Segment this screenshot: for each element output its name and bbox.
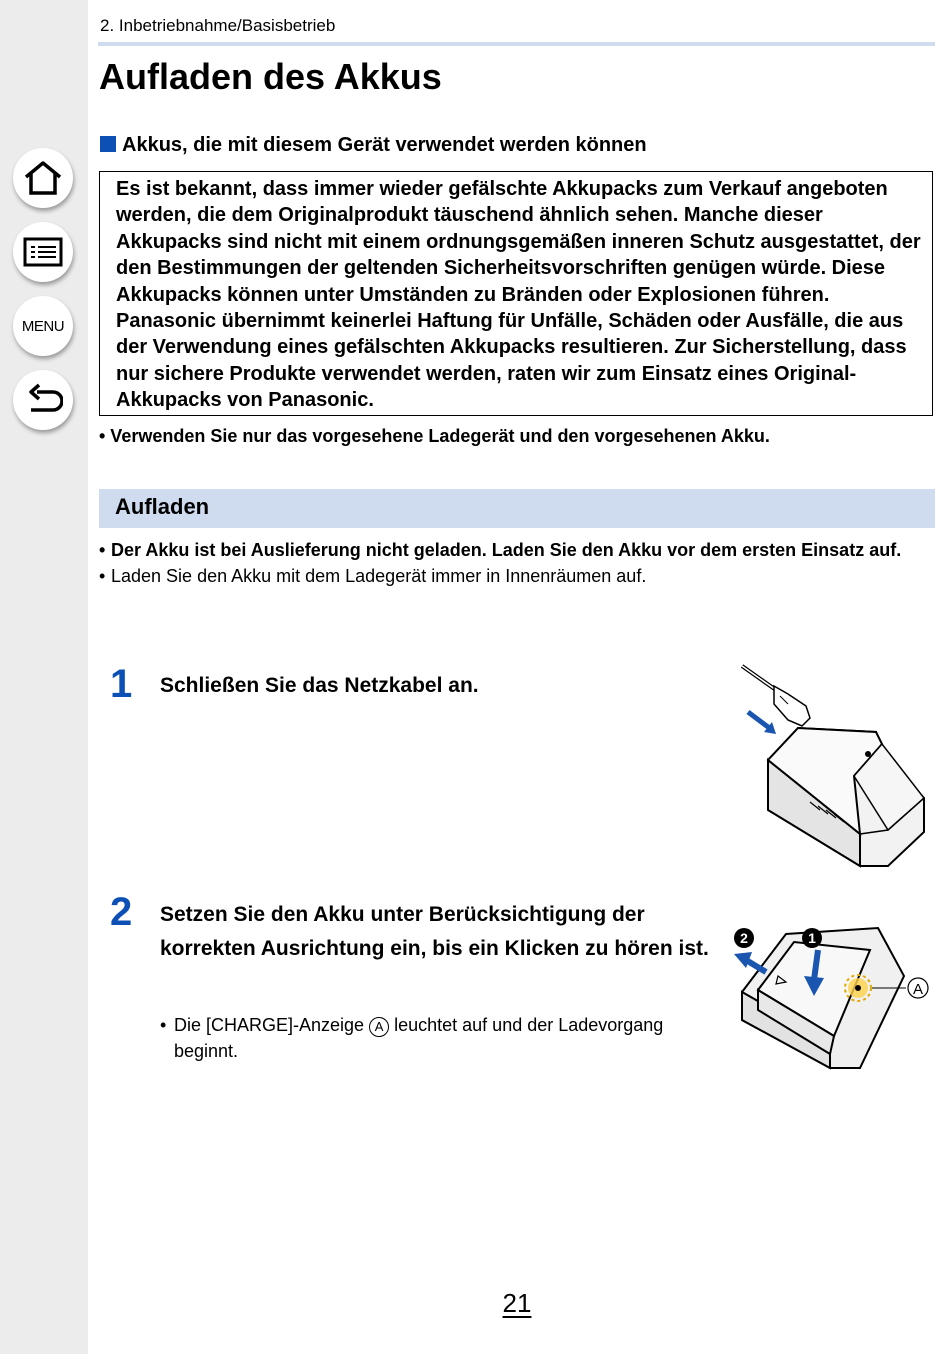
marker-a: A [912, 981, 924, 998]
list-item: • Laden Sie den Akku mit dem Ladegerät immer in Innenräumen auf. [99, 563, 939, 589]
blue-square-icon [100, 136, 116, 152]
charger-cable-illustration [728, 660, 932, 872]
warning-box: Es ist bekannt, dass immer wieder gefälschte Akkupacks zum Verkauf angeboten werden, die dem Originalprodukt täuschend ähnlich sehen. Manche dieser Akkupacks sind nicht mit einem ordnungsgemäßen inneren Schutz ausgestattet, der den Bestimmungen der geltenden Sicherheitsvorschriften genügen würde. Diese Akkupacks können unter Umständen zu Bränden oder Explosionen führen. Panasonic übernimmt keinerlei Haftung für Unfälle, Schäden oder Ausfälle, die aus der Verwendung eines gefälschten Akkupacks resultieren. Zur Sicherstellung, dass nur sichere Produkte verwendet werden, raten wir zum Einsatz eines Original-Akkupacks von Panasonic. [99, 171, 933, 416]
step-1-number: 1 [110, 662, 133, 706]
page-number-text: 21 [502, 1288, 532, 1318]
header-rule [98, 42, 935, 46]
page-number [0, 1288, 950, 1319]
indicator-marker: A [369, 1017, 389, 1037]
home-icon [23, 160, 63, 196]
battery-note: • Verwenden Sie nur das vorgesehene Ladegerät und den vorgesehenen Akku. [99, 426, 770, 446]
marker-2: 2 [740, 930, 748, 946]
list-item: • Der Akku ist bei Auslieferung nicht geladen. Laden Sie den Akku vor dem ersten Einsatz auf. [99, 537, 939, 563]
home-button[interactable] [13, 148, 73, 208]
breadcrumb: 2. Inbetriebnahme/Basisbetrieb [100, 16, 336, 35]
contents-button[interactable] [13, 222, 73, 282]
back-button[interactable] [13, 370, 73, 430]
step-1-text: Schließen Sie das Netzkabel an. [160, 674, 479, 697]
page-title: Aufladen des Akkus [99, 56, 442, 97]
marker-1: 1 [808, 930, 816, 946]
menu-icon: MENU [21, 317, 65, 335]
charging-section-header [99, 489, 935, 528]
charging-section-title: Aufladen [115, 494, 210, 519]
step-2-note-text-2: leuchtet auf und der Ladevorgang beginnt. [174, 1015, 664, 1061]
list-icon [23, 237, 63, 267]
step-2-text: Setzen Sie den Akku unter Berücksichtigung der korrekten Ausrichtung ein, bis ein Klicken zu hören ist. [160, 903, 709, 960]
battery-insert-illustration [728, 920, 934, 1076]
sidebar [0, 0, 88, 1354]
battery-subheading [100, 134, 647, 157]
step-2-note [160, 1012, 720, 1064]
charging-bullets [99, 537, 939, 589]
back-icon [23, 383, 63, 417]
battery-subheading-text: Akkus, die mit diesem Gerät verwendet werden können [122, 134, 647, 156]
menu-button[interactable] [13, 296, 73, 356]
step-2-number: 2 [110, 890, 133, 934]
step-2-note-text: Die [CHARGE]-Anzeige [174, 1015, 365, 1035]
